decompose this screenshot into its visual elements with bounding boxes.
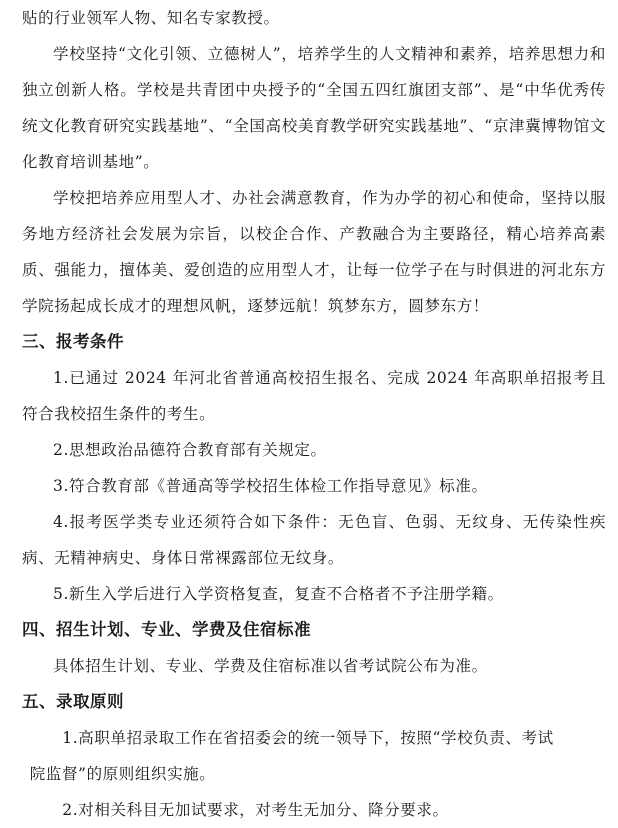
section-heading-enrollment-plan: 四、招生计划、专业、学费及住宿标准 <box>22 620 311 639</box>
admission-item-2: 2.对相关科目无加试要求，对考生无加分、降分要求。 <box>62 801 449 819</box>
condition-item-2: 2.思想政治品德符合教育部有关规定。 <box>53 441 327 459</box>
paragraph-continuation: 贴的行业领军人物、知名专家教授。 <box>22 9 280 27</box>
enrollment-plan-text: 具体招生计划、专业、学费及住宿标准以省考试院公布为准。 <box>53 657 488 675</box>
paragraph-mission: 学校把培养应用型人才、办社会满意教育，作为办学的初心和使命，坚持以服务地方经济社会发展为宗旨，以校企合作、产教融合为主要路径，精心培养高素质、强能力，擅体美、爱创造的应用型人才，让每一位学子在与时俱进的河北东方学院扬起成长成才的理想风帆，逐梦远航！筑梦东方，圆梦东方！ <box>22 189 606 315</box>
condition-item-5: 5.新生入学后进行入学资格复查，复查不合格者不予注册学籍。 <box>53 585 504 603</box>
condition-item-4: 4.报考医学类专业还须符合如下条件：无色盲、色弱、无纹身、无传染性疾病、无精神病史、身体日常裸露部位无纹身。 <box>22 513 606 567</box>
admission-item-1-line-2: 院监督”的原则组织实施。 <box>29 765 216 783</box>
admission-item-1-line-1: 1.高职单招录取工作在省招委会的统一领导下，按照“学校负责、考试 <box>62 729 554 747</box>
document-page <box>22 0 606 828</box>
condition-item-3: 3.符合教育部《普通高等学校招生体检工作指导意见》标准。 <box>53 477 488 495</box>
paragraph-culture: 学校坚持“文化引领、立德树人”，培养学生的人文精神和素养，培养思想力和独立创新人格。学校是共青团中央授予的“全国五四红旗团支部”、是“中华优秀传统文化教育研究实践基地”、“全国高校美育教学研究实践基地”、“京津冀博物馆文化教育培训基地”。 <box>22 45 606 171</box>
section-heading-admission-principles: 五、录取原则 <box>22 692 124 711</box>
condition-item-1: 1.已通过 2024 年河北省普通高校招生报名、完成 2024 年高职单招报考且符合我校招生条件的考生。 <box>22 369 606 423</box>
section-heading-application-conditions: 三、报考条件 <box>22 332 124 351</box>
